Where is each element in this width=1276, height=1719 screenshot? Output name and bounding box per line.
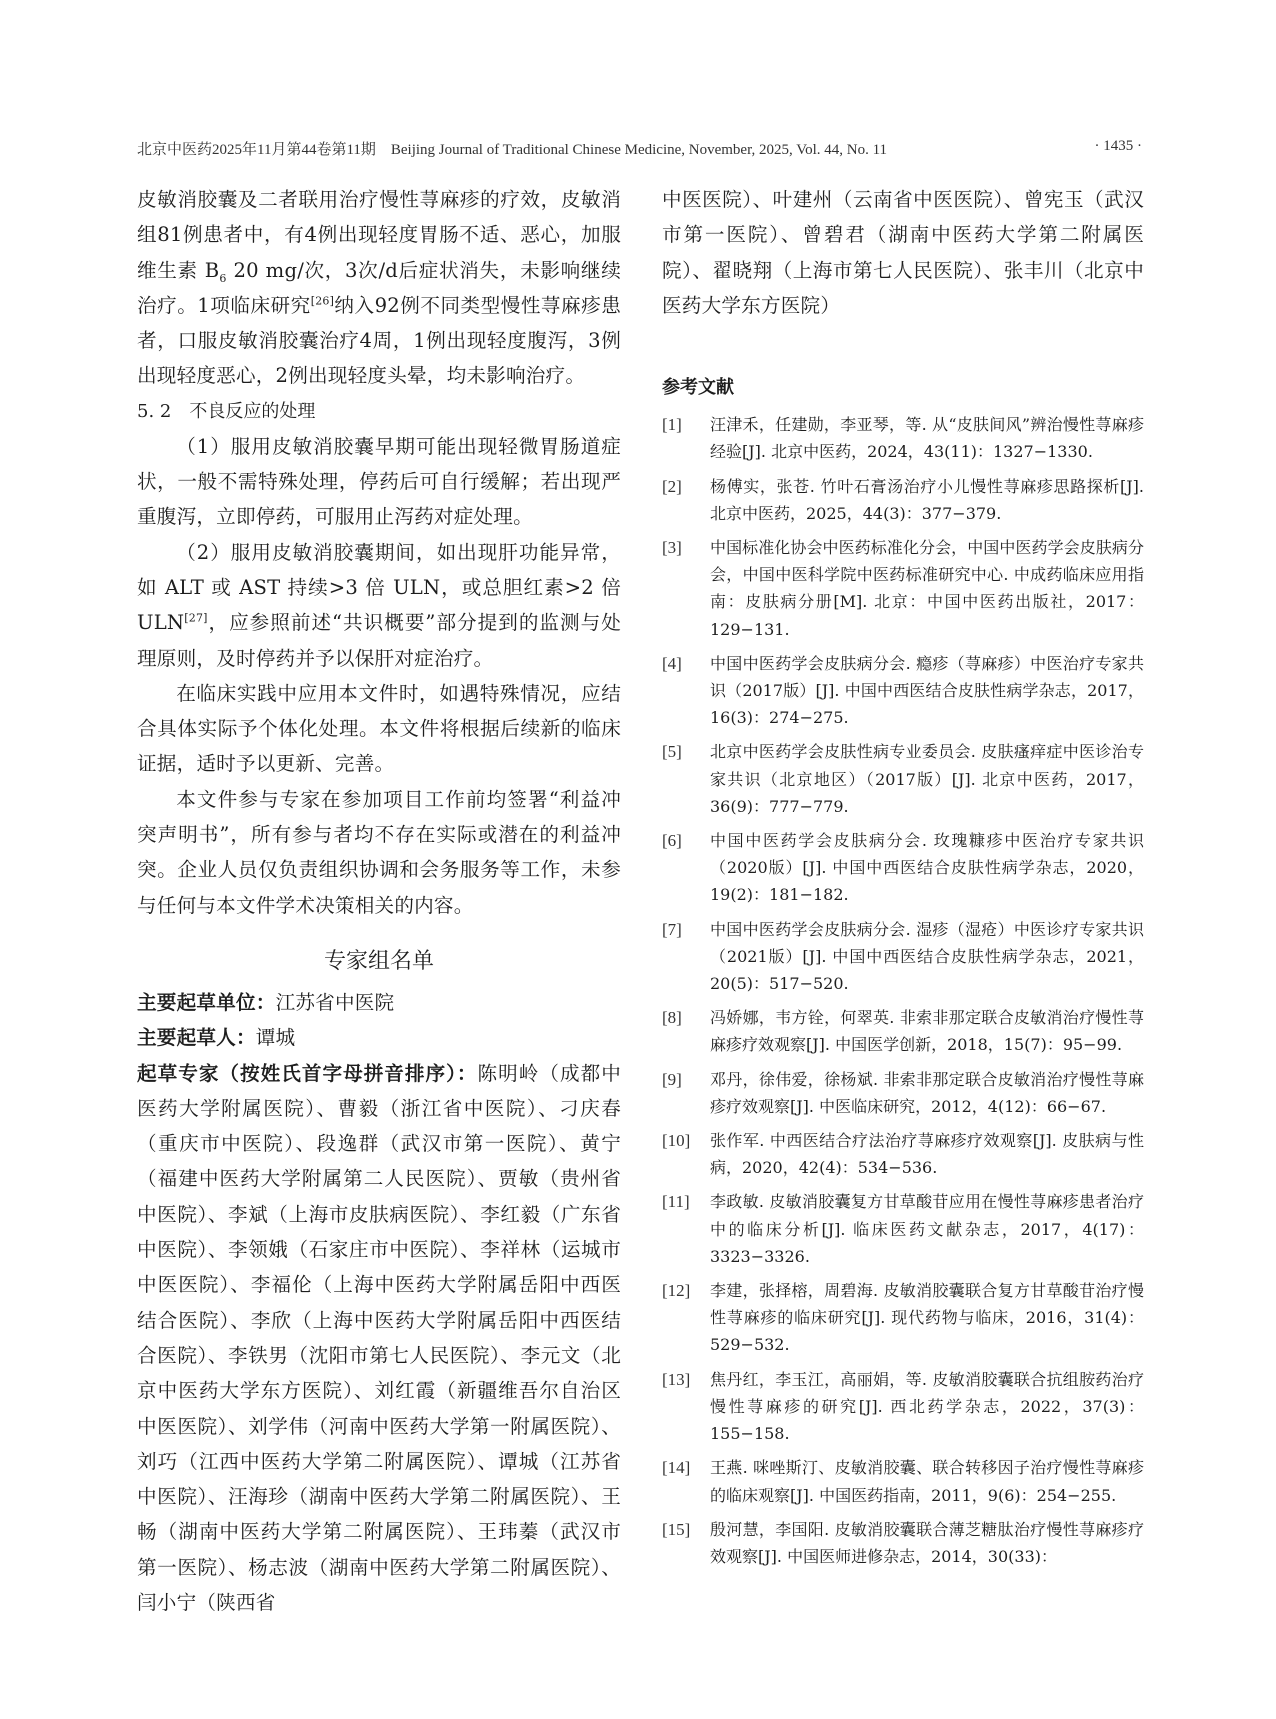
text: 纳入92例不同类型慢性荨麻疹患者，口服皮敏消胶囊治疗4周，1例出现轻度腹泻，3例出现轻度恶心，2例出现轻度头晕，均未影响治疗。: [137, 293, 621, 388]
reference-number: [3]: [662, 538, 682, 557]
reference-item: [662, 1277, 1144, 1359]
reference-number: [6]: [662, 831, 682, 851]
reference-text: 中国标准化协会中医药标准化分会，中国中医药学会皮肤病分会，中国中医科学院中医药标准研究中心. 中成药临床应用指南：皮肤病分册[M]. 北京：中国中医药出版社，2017：129−131.: [710, 538, 1144, 639]
subscript: 6: [219, 271, 227, 285]
reference-text: 中国中医药学会皮肤病分会. 瘾疹（荨麻疹）中医治疗专家共识（2017版）[J]. 中国中西医结合皮肤性病学杂志，2017，16(3)：274−275.: [710, 653, 1144, 728]
reference-number: [9]: [662, 1069, 682, 1089]
main-drafter: [137, 1020, 621, 1055]
citation-superscript: [27]: [184, 611, 208, 625]
drafting-experts: [137, 1056, 621, 1621]
reference-item: [662, 1366, 1144, 1448]
section-heading: 5. 2 不良反应的处理: [137, 400, 316, 422]
reference-number: [11]: [662, 1192, 690, 1212]
paragraph-clinical-practice: 在临床实践中应用本文件时，如遇特殊情况，应结合具体实际予个体化处理。本文件将根据后续新的临床证据，适时予以更新、完善。: [137, 681, 621, 776]
reference-text: 中国中医药学会皮肤病分会. 玫瑰糠疹中医治疗专家共识（2020版）[J]. 中国中西医结合皮肤性病学杂志，2020，19(2)：181−182.: [710, 831, 1144, 905]
paragraph-treatment-2: [137, 535, 621, 676]
text: 皮敏消胶囊及二者联用治疗慢性荨麻疹的疗效，皮敏消组81例患者中，有4例出现轻度胃肠不适、恶心，加服维生素 B: [137, 188, 621, 282]
references-heading: 参考文献: [662, 377, 734, 399]
reference-text: 焦丹红，李玉江，高丽娟，等. 皮敏消胶囊联合抗组胺药治疗慢性荨麻疹的研究[J]. 西北药学杂志，2022，37(3)：155−158.: [710, 1369, 1144, 1444]
label: 主要起草人：: [137, 1026, 256, 1050]
reference-number: [15]: [662, 1519, 691, 1539]
reference-item: [662, 916, 1144, 998]
reference-item: [662, 1127, 1144, 1181]
text: ，应参照前述“共识概要”部分提到的监测与处理原则，及时停药并予以保肝对症治疗。: [137, 611, 621, 670]
reference-number: [14]: [662, 1458, 691, 1478]
reference-number: [10]: [662, 1131, 691, 1151]
experts-continued: 中医医院）、叶建州（云南省中医医院）、曾宪玉（武汉市第一医院）、曾碧君（湖南中医药大学第二附属医院）、翟晓翔（上海市第七人民医院）、张丰川（北京中医药大学东方医院）: [662, 188, 1144, 317]
paragraph-adverse-events: [137, 182, 621, 394]
expert-group-title: 专家组名单: [323, 948, 434, 974]
reference-item: [662, 411, 1144, 465]
citation-superscript: [26]: [310, 294, 335, 308]
drafting-unit: [137, 985, 621, 1020]
reference-number: [4]: [662, 653, 682, 673]
reference-text: 北京中医药学会皮肤性病专业委员会. 皮肤瘙痒症中医诊治专家共识（北京地区）（2017版）[J]. 北京中医药，2017，36(9)：777−779.: [710, 742, 1144, 816]
reference-item: [662, 1066, 1144, 1120]
reference-text: 王燕. 咪唑斯汀、皮敏消胶囊、联合转移因子治疗慢性荨麻疹的临床观察[J]. 中国医药指南，2011，9(6)：254−255.: [710, 1458, 1144, 1505]
reference-text: 李政敏. 皮敏消胶囊复方甘草酸苷应用在慢性荨麻疹患者治疗中的临床分析[J]. 临床医药文献杂志，2017，4(17)：3323−3326.: [710, 1192, 1144, 1266]
reference-number: [13]: [662, 1369, 691, 1389]
left-column: [137, 182, 621, 1620]
reference-text: 冯娇娜，韦方铨，何翠英. 非索非那定联合皮敏消治疗慢性荨麻疹疗效观察[J]. 中国医学创新，2018，15(7)：95−99.: [710, 1008, 1144, 1055]
reference-item: [662, 738, 1144, 820]
reference-item: [662, 1188, 1144, 1270]
label: 主要起草单位：: [137, 990, 276, 1014]
reference-item: [662, 473, 1144, 527]
reference-text: 中国中医药学会皮肤病分会. 湿疹（湿疮）中医诊疗专家共识（2021版）[J]. 中国中西医结合皮肤性病学杂志，2021，20(5)：517−520.: [710, 919, 1144, 994]
value: 陈明岭（成都中医药大学附属医院）、曹毅（浙江省中医院）、刁庆春（重庆市中医院）、段逸群（武汉市第一医院）、黄宁（福建中医药大学附属第二人民医院）、贾敏（贵州省中医院）、李斌（上海市皮肤病医院）、李红毅（广东省中医院）、李领娥（石家庄市中医院）、李祥林（运城市中医医院）、李福伦（上海中医药大学附属岳阳中西医结合医院）、李欣（上海中医药大学附属岳阳中西医结合医院）、李铁男（沈阳市第七人民医院）、李元文（北京中医药大学东方医院）、刘红霞（新疆维吾尔自治区中医医院）、刘学伟（河南中医药大学第一附属医院）、刘巧（江西中医药大学第二附属医院）、谭城（江苏省中医院）、汪海珍（湖南中医药大学第二附属医院）、王畅（湖南中医药大学第二附属医院）、王玮蓁（武汉市第一医院）、杨志波（湖南中医药大学第二附属医院）、闫小宁（陕西省: [137, 1061, 621, 1614]
reference-item: [662, 1516, 1144, 1570]
reference-text: 殷河慧，李国阳. 皮敏消胶囊联合薄芝糖肽治疗慢性荨麻疹疗效观察[J]. 中国医师进修杂志，2014，30(33)：: [710, 1519, 1144, 1566]
paragraph-conflict-of-interest: 本文件参与专家在参加项目工作前均签署“利益冲突声明书”，所有参与者均不存在实际或潜在的利益冲突。企业人员仅负责组织协调和会务服务等工作，未参与任何与本文件学术决策相关的内容。: [137, 787, 621, 917]
right-column: [662, 182, 1144, 1577]
reference-text: 杨傅实，张苍. 竹叶石膏汤治疗小儿慢性荨麻疹思路探析[J]. 北京中医药，2025，44(3)：377−379.: [710, 476, 1144, 523]
reference-text: 汪津禾，任建勋，李亚琴，等. 从“皮肤间风”辨治慢性荨麻疹经验[J]. 北京中医药，2024，43(11)：1327−1330.: [710, 415, 1144, 462]
reference-text: 张作军. 中西医结合疗法治疗荨麻疹疗效观察[J]. 皮肤病与性病，2020，42(4)：534−536.: [710, 1131, 1144, 1178]
reference-number: [7]: [662, 919, 682, 939]
reference-text: 李建，张择榕，周碧海. 皮敏消胶囊联合复方甘草酸苷治疗慢性荨麻疹的临床研究[J]. 现代药物与临床，2016，31(4)：529−532.: [710, 1281, 1144, 1355]
reference-number: [12]: [662, 1281, 691, 1301]
reference-item: [662, 1454, 1144, 1508]
reference-list: [662, 411, 1144, 1570]
value: 谭城: [255, 1026, 296, 1050]
reference-item: [662, 827, 1144, 909]
reference-number: [1]: [662, 415, 682, 435]
reference-item: [662, 1004, 1144, 1058]
reference-number: [8]: [662, 1008, 682, 1028]
label: 起草专家（按姓氏首字母拼音排序）：: [137, 1061, 478, 1085]
reference-number: [2]: [662, 476, 682, 496]
reference-text: 邓丹，徐伟爱，徐杨斌. 非索非那定联合皮敏消治疗慢性荨麻疹疗效观察[J]. 中医临床研究，2012，4(12)：66−67.: [710, 1069, 1144, 1116]
text: 20 mg/次，3次/d后症状消失，未影响继续治疗。1项临床研究: [137, 258, 621, 317]
page-number: · 1435 ·: [1094, 138, 1142, 154]
running-header: [137, 138, 1142, 160]
paragraph-treatment-1: （1）服用皮敏消胶囊早期可能出现轻微胃肠道症状，一般不需特殊处理，停药后可自行缓解；若出现严重腹泻，立即停药，可服用止泻药对症处理。: [137, 434, 621, 529]
reference-item: [662, 534, 1144, 643]
reference-item: [662, 650, 1144, 732]
value: 江苏省中医院: [275, 990, 395, 1014]
reference-number: [5]: [662, 742, 682, 762]
text: （2）服用皮敏消胶囊期间，如出现肝功能异常，如 ALT 或 AST 持续>3 倍 ULN，或总胆红素>2 倍 ULN: [137, 540, 621, 635]
journal-citation: 北京中医药2025年11月第44卷第11期 Beijing Journal of Traditional Chinese Medicine, November, 2025, Vol. 44, No. 11: [137, 142, 888, 158]
